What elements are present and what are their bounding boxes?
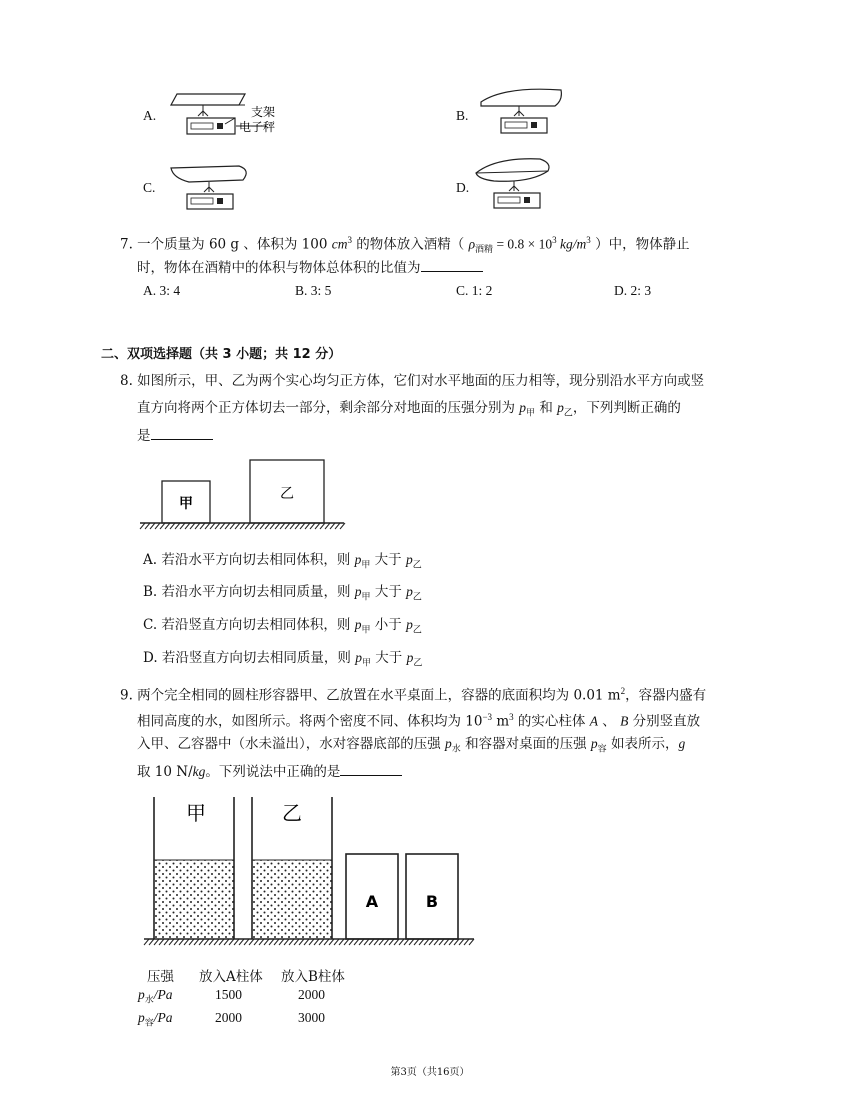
q8-option-b: B. 若沿水平方向切去相同质量，则 $p_甲$ 大于 $p_乙$ — [143, 584, 422, 603]
table-row-0-a: 1500 — [215, 987, 242, 1002]
table-row-0-b: 2000 — [298, 987, 325, 1002]
cylinder-b-label: B — [425, 892, 439, 911]
cube-jia-label: 甲 — [179, 496, 193, 512]
q9-line1: 9. 两个完全相同的圆柱形容器甲、乙放置在水平桌面上，容器的底面积均为 0.01 $m^2$，容器内盛有 — [120, 686, 707, 704]
q7-option-a: A. 3: 4 — [143, 283, 181, 298]
q9-figure — [140, 795, 480, 955]
q6-option-a-label: A. — [143, 108, 157, 123]
q6-figure-b — [475, 84, 575, 134]
q9-line2: 相同高度的水，如图所示。将两个密度不同、体积均为 $10^{-3}$ $m^3$ 的实心柱体 A 、 B 分别竖直放 — [137, 712, 701, 730]
table-header-1: 放入A柱体 — [199, 969, 263, 985]
table-header-0: 压强 — [147, 969, 174, 985]
cylinder-a-label: A — [365, 892, 379, 911]
q6-figure-c — [165, 160, 265, 210]
q8-line3: 是 — [137, 425, 213, 446]
q7-line2: 时，物体在酒精中的体积与物体总体积的比值为 — [137, 257, 483, 278]
q8-option-c: C. 若沿竖直方向切去相同体积，则 $p_甲$ 小于 $p_乙$ — [143, 617, 422, 636]
q6-option-b-label: B. — [456, 108, 469, 123]
q8-line2: 直方向将两个正方体切去一部分，剩余部分对地面的压强分别为 $p_甲$ 和 $p_乙$，下列判断正确的 — [137, 400, 681, 419]
section-title: 二、双项选择题（共 3 小题；共 12 分） — [101, 347, 342, 362]
q8-line1: 8. 如图所示，甲、乙为两个实心均匀正方体，它们对水平地面的压力相等，现分别沿水平方向或竖 — [120, 373, 705, 389]
page-footer: 第3页（共16页） — [390, 1067, 470, 1078]
q8-figure — [138, 455, 348, 535]
table-row-1-a: 2000 — [215, 1010, 242, 1025]
label-support: 支架 — [251, 105, 276, 119]
q8-option-d: D. 若沿竖直方向切去相同质量，则 $p_甲$ 大于 $p_乙$ — [143, 650, 423, 669]
container-jia-label: 甲 — [186, 801, 206, 825]
q6-option-d-label: D. — [456, 180, 470, 195]
q6-option-c-label: C. — [143, 180, 156, 195]
q9-table — [138, 965, 378, 1035]
q7-line1: 7. 一个质量为 60 g 、体积为 100 $cm^3$ 的物体放入酒精（ $\rho_{酒精} = 0.8 \times 10^3$ $kg/m^3$ ）中，物体静止 — [120, 235, 690, 256]
label-scale: 电子秤 — [239, 120, 276, 134]
q7-option-d: D. 2: 3 — [614, 283, 652, 298]
q7-option-c: C. 1: 2 — [456, 283, 493, 298]
table-row-1-b: 3000 — [298, 1010, 325, 1025]
q9-line3: 入甲、乙容器中（水未溢出），水对容器底部的压强 $p_水$ 和容器对桌面的压强 $p_容$ 如表所示，g — [137, 736, 686, 755]
table-row-1-label: $p_容/Pa$ — [138, 1010, 173, 1029]
q6-figure-a — [165, 88, 305, 138]
cube-yi-label: 乙 — [280, 486, 294, 502]
q8-option-a: A. 若沿水平方向切去相同体积，则 $p_甲$ 大于 $p_乙$ — [143, 552, 422, 571]
q6-figure-d — [470, 155, 570, 210]
q9-line4: 取 10 N/kg。下列说法中正确的是 — [137, 761, 402, 782]
table-header-2: 放入B柱体 — [281, 969, 345, 985]
container-yi-label: 乙 — [282, 801, 302, 825]
q7-option-b: B. 3: 5 — [295, 283, 332, 298]
table-row-0-label: $p_水/Pa$ — [138, 987, 173, 1006]
